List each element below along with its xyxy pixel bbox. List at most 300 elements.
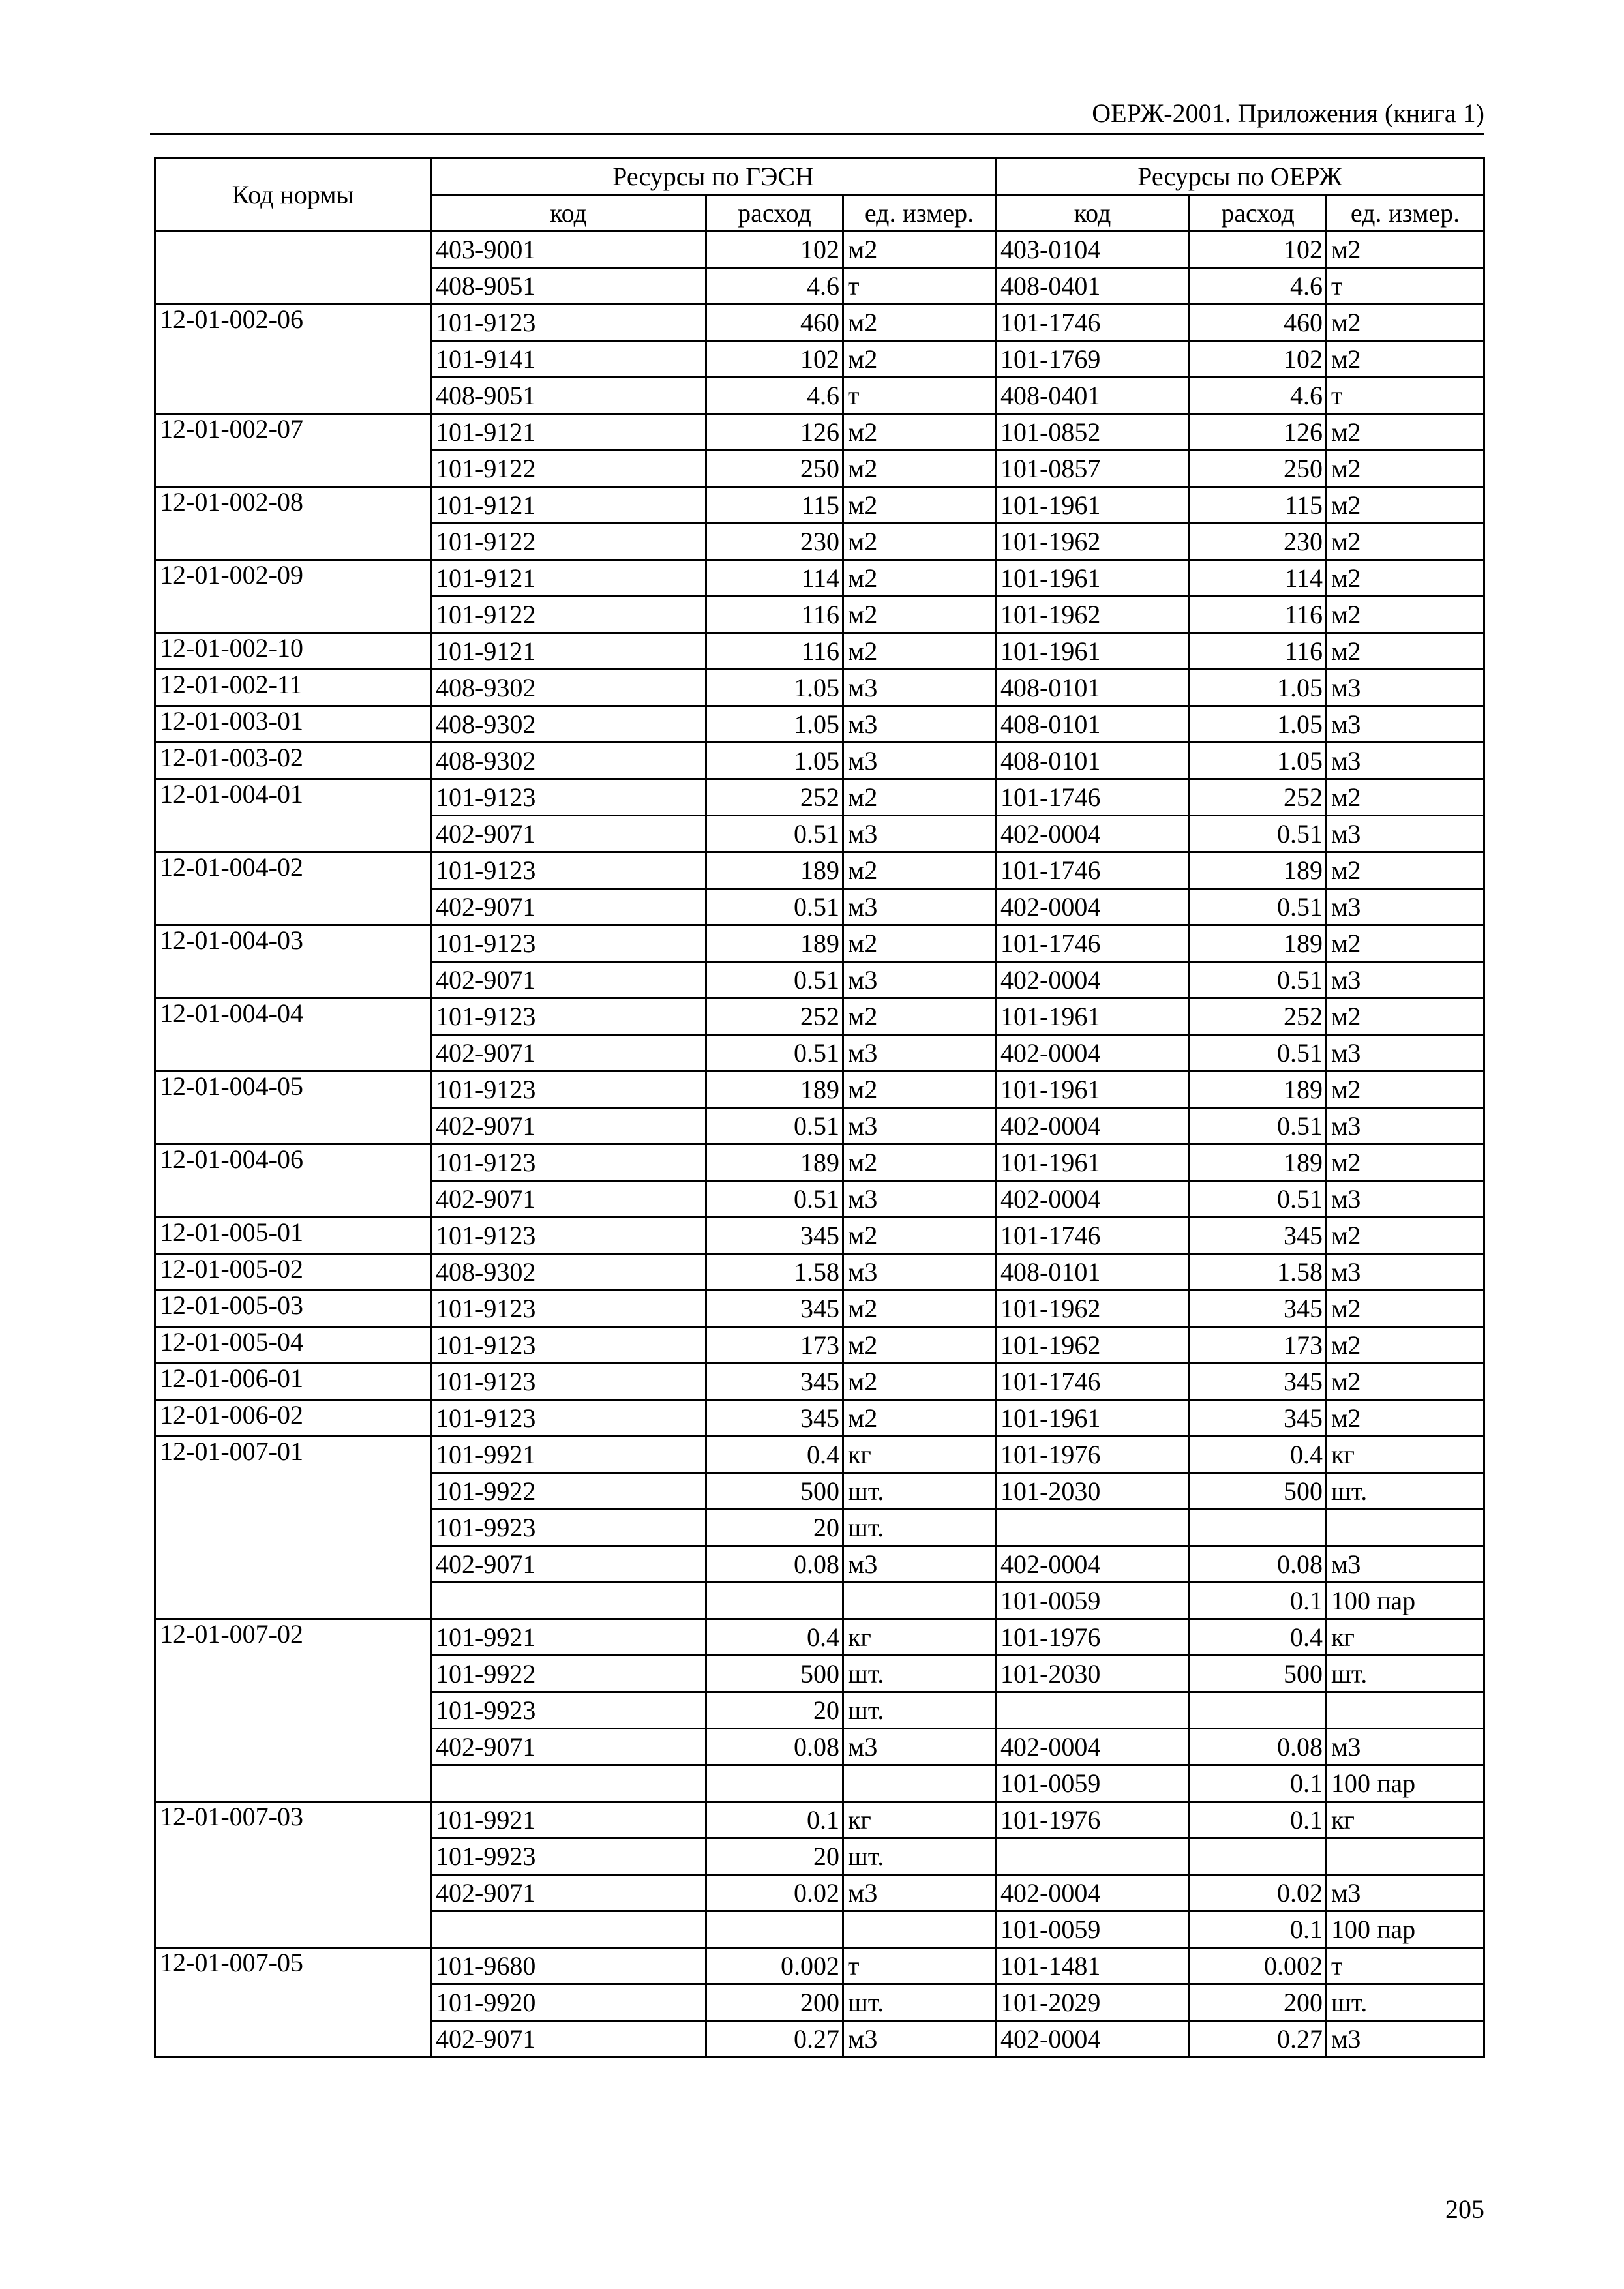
gesn-rate-cell: 0.02: [706, 1875, 843, 1911]
gesn-rate-cell: 345: [706, 1218, 843, 1254]
norm-code-cell: 12-01-002-09: [155, 560, 431, 633]
gesn-code-cell: 101-9920: [431, 1984, 706, 2021]
gesn-code-cell: [431, 1583, 706, 1619]
gesn-rate-cell: 460: [706, 305, 843, 341]
gesn-unit-cell: м2: [843, 1327, 996, 1364]
oerzh-rate-cell: 500: [1190, 1656, 1327, 1692]
oerzh-rate-cell: 102: [1190, 341, 1327, 378]
oerzh-code-cell: [996, 1838, 1190, 1875]
gesn-unit-cell: м2: [843, 560, 996, 597]
gesn-rate-cell: 0.1: [706, 1802, 843, 1838]
oerzh-rate-cell: 0.51: [1190, 816, 1327, 852]
oerzh-unit-cell: м2: [1327, 1071, 1484, 1108]
gesn-code-cell: 101-9921: [431, 1802, 706, 1838]
oerzh-rate-cell: 0.4: [1190, 1437, 1327, 1473]
gesn-code-cell: 101-9123: [431, 1364, 706, 1400]
gesn-unit-cell: м3: [843, 816, 996, 852]
oerzh-unit-cell: [1327, 1510, 1484, 1546]
oerzh-rate-cell: 0.27: [1190, 2021, 1327, 2057]
oerzh-rate-cell: 173: [1190, 1327, 1327, 1364]
gesn-code-cell: 101-9680: [431, 1948, 706, 1984]
oerzh-unit-cell: м2: [1327, 925, 1484, 962]
gesn-code-cell: 403-9001: [431, 232, 706, 268]
gesn-rate-cell: 230: [706, 524, 843, 560]
table-row: [155, 1400, 1484, 1437]
header-gesn-rate: расход: [706, 195, 843, 232]
gesn-unit-cell: м3: [843, 743, 996, 779]
gesn-code-cell: [431, 1765, 706, 1802]
gesn-code-cell: 402-9071: [431, 1181, 706, 1218]
oerzh-unit-cell: м2: [1327, 1144, 1484, 1181]
gesn-code-cell: 101-9122: [431, 597, 706, 633]
oerzh-unit-cell: м2: [1327, 305, 1484, 341]
gesn-rate-cell: [706, 1911, 843, 1948]
oerzh-unit-cell: м3: [1327, 889, 1484, 925]
gesn-rate-cell: 0.51: [706, 1181, 843, 1218]
oerzh-code-cell: 101-1746: [996, 1218, 1190, 1254]
oerzh-unit-cell: м2: [1327, 779, 1484, 816]
gesn-code-cell: 101-9123: [431, 925, 706, 962]
norm-code-cell: 12-01-002-07: [155, 414, 431, 487]
oerzh-unit-cell: т: [1327, 268, 1484, 305]
gesn-unit-cell: м2: [843, 925, 996, 962]
gesn-code-cell: 101-9123: [431, 998, 706, 1035]
norm-code-cell: 12-01-004-05: [155, 1071, 431, 1144]
gesn-code-cell: 101-9121: [431, 414, 706, 451]
oerzh-rate-cell: 189: [1190, 852, 1327, 889]
oerzh-rate-cell: 0.51: [1190, 962, 1327, 998]
table-row: [155, 1218, 1484, 1254]
gesn-code-cell: 101-9922: [431, 1473, 706, 1510]
gesn-unit-cell: м3: [843, 1181, 996, 1218]
gesn-unit-cell: м3: [843, 1875, 996, 1911]
gesn-code-cell: 101-9123: [431, 305, 706, 341]
gesn-unit-cell: м2: [843, 451, 996, 487]
oerzh-unit-cell: [1327, 1692, 1484, 1729]
oerzh-code-cell: 101-1976: [996, 1437, 1190, 1473]
oerzh-rate-cell: 189: [1190, 925, 1327, 962]
oerzh-unit-cell: шт.: [1327, 1473, 1484, 1510]
oerzh-unit-cell: кг: [1327, 1437, 1484, 1473]
oerzh-unit-cell: м2: [1327, 998, 1484, 1035]
oerzh-unit-cell: м3: [1327, 706, 1484, 743]
gesn-code-cell: 101-9121: [431, 560, 706, 597]
oerzh-code-cell: 101-2030: [996, 1656, 1190, 1692]
gesn-code-cell: 402-9071: [431, 1546, 706, 1583]
oerzh-code-cell: 101-1976: [996, 1619, 1190, 1656]
oerzh-code-cell: 402-0004: [996, 1108, 1190, 1144]
norm-code-cell: 12-01-002-10: [155, 633, 431, 670]
oerzh-rate-cell: 189: [1190, 1144, 1327, 1181]
oerzh-rate-cell: 114: [1190, 560, 1327, 597]
gesn-rate-cell: 252: [706, 998, 843, 1035]
gesn-rate-cell: 102: [706, 232, 843, 268]
oerzh-rate-cell: 1.05: [1190, 706, 1327, 743]
gesn-rate-cell: 500: [706, 1473, 843, 1510]
oerzh-unit-cell: м2: [1327, 487, 1484, 524]
oerzh-code-cell: 101-0857: [996, 451, 1190, 487]
norm-code-cell: 12-01-007-05: [155, 1948, 431, 2057]
gesn-code-cell: 402-9071: [431, 889, 706, 925]
oerzh-rate-cell: 0.1: [1190, 1911, 1327, 1948]
gesn-unit-cell: м2: [843, 305, 996, 341]
gesn-rate-cell: 4.6: [706, 268, 843, 305]
gesn-rate-cell: 189: [706, 1144, 843, 1181]
oerzh-code-cell: 101-1481: [996, 1948, 1190, 1984]
oerzh-code-cell: 402-0004: [996, 962, 1190, 998]
oerzh-rate-cell: [1190, 1510, 1327, 1546]
header-divider: [150, 133, 1484, 135]
gesn-unit-cell: м3: [843, 1546, 996, 1583]
gesn-rate-cell: 0.51: [706, 889, 843, 925]
gesn-rate-cell: 189: [706, 1071, 843, 1108]
gesn-unit-cell: м3: [843, 1108, 996, 1144]
norm-code-cell: 12-01-006-02: [155, 1400, 431, 1437]
gesn-rate-cell: [706, 1765, 843, 1802]
gesn-unit-cell: [843, 1911, 996, 1948]
norm-code-cell: 12-01-004-04: [155, 998, 431, 1071]
oerzh-unit-cell: м3: [1327, 2021, 1484, 2057]
table-body: [155, 232, 1484, 2057]
gesn-code-cell: 101-9122: [431, 524, 706, 560]
oerzh-rate-cell: 102: [1190, 232, 1327, 268]
gesn-unit-cell: шт.: [843, 1473, 996, 1510]
table-row: [155, 1948, 1484, 1984]
oerzh-rate-cell: 0.51: [1190, 1035, 1327, 1071]
gesn-unit-cell: м2: [843, 232, 996, 268]
oerzh-unit-cell: м2: [1327, 1400, 1484, 1437]
norm-code-cell: 12-01-007-01: [155, 1437, 431, 1619]
table-row: [155, 743, 1484, 779]
gesn-code-cell: 101-9921: [431, 1619, 706, 1656]
gesn-unit-cell: шт.: [843, 1984, 996, 2021]
norm-code-cell: 12-01-007-02: [155, 1619, 431, 1802]
gesn-unit-cell: м3: [843, 1729, 996, 1765]
oerzh-code-cell: 101-1962: [996, 597, 1190, 633]
oerzh-unit-cell: 100 пар: [1327, 1765, 1484, 1802]
gesn-rate-cell: 0.51: [706, 1108, 843, 1144]
table-row: [155, 232, 1484, 268]
gesn-rate-cell: 173: [706, 1327, 843, 1364]
gesn-unit-cell: м2: [843, 524, 996, 560]
table-row: [155, 1364, 1484, 1400]
gesn-code-cell: 101-9123: [431, 1218, 706, 1254]
oerzh-code-cell: 101-1976: [996, 1802, 1190, 1838]
gesn-unit-cell: м2: [843, 487, 996, 524]
oerzh-rate-cell: [1190, 1838, 1327, 1875]
oerzh-rate-cell: 4.6: [1190, 378, 1327, 414]
oerzh-rate-cell: 250: [1190, 451, 1327, 487]
gesn-rate-cell: 102: [706, 341, 843, 378]
oerzh-unit-cell: м2: [1327, 414, 1484, 451]
gesn-unit-cell: т: [843, 1948, 996, 1984]
oerzh-code-cell: 101-1769: [996, 341, 1190, 378]
gesn-code-cell: 101-9123: [431, 779, 706, 816]
gesn-unit-cell: м2: [843, 633, 996, 670]
gesn-code-cell: 402-9071: [431, 1035, 706, 1071]
gesn-rate-cell: 189: [706, 925, 843, 962]
table-row: [155, 1437, 1484, 1473]
oerzh-unit-cell: м3: [1327, 1875, 1484, 1911]
oerzh-rate-cell: 0.51: [1190, 889, 1327, 925]
table-row: [155, 487, 1484, 524]
oerzh-rate-cell: 0.02: [1190, 1875, 1327, 1911]
table-row: [155, 852, 1484, 889]
gesn-code-cell: 101-9123: [431, 1291, 706, 1327]
oerzh-rate-cell: 345: [1190, 1218, 1327, 1254]
gesn-rate-cell: 0.4: [706, 1619, 843, 1656]
norm-code-cell: 12-01-004-03: [155, 925, 431, 998]
oerzh-code-cell: 101-1961: [996, 1400, 1190, 1437]
table-row: [155, 1291, 1484, 1327]
oerzh-unit-cell: м2: [1327, 560, 1484, 597]
gesn-code-cell: 408-9302: [431, 670, 706, 706]
oerzh-rate-cell: 460: [1190, 305, 1327, 341]
gesn-unit-cell: м2: [843, 414, 996, 451]
oerzh-rate-cell: 0.1: [1190, 1583, 1327, 1619]
page-number: 205: [1445, 2194, 1484, 2224]
header-gesn-unit: ед. измер.: [843, 195, 996, 232]
gesn-code-cell: 101-9123: [431, 1144, 706, 1181]
gesn-rate-cell: 20: [706, 1838, 843, 1875]
header-gesn-code: код: [431, 195, 706, 232]
oerzh-code-cell: 101-1961: [996, 1144, 1190, 1181]
oerzh-code-cell: 101-1961: [996, 560, 1190, 597]
gesn-unit-cell: м2: [843, 597, 996, 633]
header-oerzh-code: код: [996, 195, 1190, 232]
oerzh-unit-cell: м2: [1327, 633, 1484, 670]
table-row: [155, 998, 1484, 1035]
oerzh-code-cell: 101-2029: [996, 1984, 1190, 2021]
gesn-code-cell: 101-9923: [431, 1692, 706, 1729]
table-row: [155, 1254, 1484, 1291]
oerzh-code-cell: 101-1746: [996, 1364, 1190, 1400]
header-norm-code: Код нормы: [155, 158, 431, 232]
oerzh-unit-cell: м3: [1327, 1108, 1484, 1144]
gesn-rate-cell: 0.27: [706, 2021, 843, 2057]
gesn-code-cell: 101-9123: [431, 852, 706, 889]
gesn-unit-cell: м2: [843, 1071, 996, 1108]
gesn-rate-cell: 0.002: [706, 1948, 843, 1984]
oerzh-code-cell: 101-1961: [996, 487, 1190, 524]
gesn-rate-cell: 200: [706, 1984, 843, 2021]
oerzh-rate-cell: 230: [1190, 524, 1327, 560]
norm-code-cell: 12-01-005-01: [155, 1218, 431, 1254]
gesn-rate-cell: 115: [706, 487, 843, 524]
oerzh-unit-cell: м3: [1327, 743, 1484, 779]
gesn-code-cell: 402-9071: [431, 1729, 706, 1765]
gesn-unit-cell: м2: [843, 1218, 996, 1254]
oerzh-unit-cell: м3: [1327, 1546, 1484, 1583]
gesn-rate-cell: 0.51: [706, 1035, 843, 1071]
gesn-code-cell: 101-9122: [431, 451, 706, 487]
oerzh-rate-cell: 1.05: [1190, 670, 1327, 706]
resources-table: [154, 157, 1485, 2058]
gesn-unit-cell: м2: [843, 998, 996, 1035]
norm-code-cell: 12-01-004-06: [155, 1144, 431, 1218]
gesn-code-cell: 101-9922: [431, 1656, 706, 1692]
oerzh-unit-cell: м3: [1327, 670, 1484, 706]
table-row: [155, 1619, 1484, 1656]
oerzh-unit-cell: м2: [1327, 1364, 1484, 1400]
gesn-code-cell: 402-9071: [431, 1875, 706, 1911]
oerzh-unit-cell: кг: [1327, 1619, 1484, 1656]
gesn-rate-cell: 345: [706, 1400, 843, 1437]
oerzh-code-cell: 101-1961: [996, 1071, 1190, 1108]
gesn-rate-cell: 345: [706, 1291, 843, 1327]
oerzh-code-cell: 402-0004: [996, 1035, 1190, 1071]
oerzh-unit-cell: м3: [1327, 1254, 1484, 1291]
gesn-code-cell: 402-9071: [431, 816, 706, 852]
oerzh-rate-cell: 0.002: [1190, 1948, 1327, 1984]
oerzh-rate-cell: 0.51: [1190, 1181, 1327, 1218]
oerzh-unit-cell: м3: [1327, 1729, 1484, 1765]
gesn-unit-cell: шт.: [843, 1510, 996, 1546]
norm-code-cell: 12-01-004-02: [155, 852, 431, 925]
gesn-unit-cell: шт.: [843, 1692, 996, 1729]
oerzh-unit-cell: м2: [1327, 524, 1484, 560]
oerzh-code-cell: 101-0059: [996, 1911, 1190, 1948]
oerzh-unit-cell: м3: [1327, 1181, 1484, 1218]
norm-code-cell: [155, 232, 431, 305]
gesn-unit-cell: м3: [843, 706, 996, 743]
gesn-unit-cell: м3: [843, 2021, 996, 2057]
oerzh-rate-cell: 0.4: [1190, 1619, 1327, 1656]
oerzh-code-cell: 101-1746: [996, 925, 1190, 962]
gesn-unit-cell: м2: [843, 779, 996, 816]
gesn-rate-cell: 20: [706, 1692, 843, 1729]
oerzh-code-cell: 408-0101: [996, 706, 1190, 743]
table-row: [155, 706, 1484, 743]
gesn-rate-cell: 189: [706, 852, 843, 889]
oerzh-unit-cell: м2: [1327, 597, 1484, 633]
gesn-unit-cell: кг: [843, 1619, 996, 1656]
oerzh-rate-cell: 126: [1190, 414, 1327, 451]
gesn-unit-cell: м2: [843, 1144, 996, 1181]
oerzh-unit-cell: кг: [1327, 1802, 1484, 1838]
gesn-rate-cell: 20: [706, 1510, 843, 1546]
gesn-rate-cell: 4.6: [706, 378, 843, 414]
oerzh-unit-cell: м2: [1327, 1291, 1484, 1327]
gesn-code-cell: 101-9123: [431, 1400, 706, 1437]
oerzh-unit-cell: м3: [1327, 1035, 1484, 1071]
oerzh-unit-cell: м2: [1327, 1218, 1484, 1254]
oerzh-unit-cell: т: [1327, 1948, 1484, 1984]
table-row: [155, 305, 1484, 341]
gesn-code-cell: 408-9302: [431, 1254, 706, 1291]
oerzh-code-cell: 101-1962: [996, 1291, 1190, 1327]
norm-code-cell: 12-01-005-04: [155, 1327, 431, 1364]
oerzh-code-cell: 402-0004: [996, 1729, 1190, 1765]
gesn-unit-cell: кг: [843, 1437, 996, 1473]
gesn-unit-cell: [843, 1765, 996, 1802]
gesn-code-cell: 402-9071: [431, 2021, 706, 2057]
oerzh-unit-cell: м2: [1327, 1327, 1484, 1364]
oerzh-rate-cell: 252: [1190, 779, 1327, 816]
gesn-unit-cell: м3: [843, 1254, 996, 1291]
oerzh-unit-cell: шт.: [1327, 1656, 1484, 1692]
oerzh-code-cell: 408-0401: [996, 268, 1190, 305]
table-row: [155, 414, 1484, 451]
gesn-unit-cell: м3: [843, 962, 996, 998]
gesn-rate-cell: 0.51: [706, 816, 843, 852]
oerzh-unit-cell: м2: [1327, 451, 1484, 487]
gesn-code-cell: 402-9071: [431, 962, 706, 998]
table-row: [155, 779, 1484, 816]
oerzh-code-cell: 408-0101: [996, 743, 1190, 779]
gesn-rate-cell: [706, 1583, 843, 1619]
gesn-code-cell: 101-9121: [431, 633, 706, 670]
gesn-code-cell: 408-9302: [431, 743, 706, 779]
oerzh-rate-cell: 116: [1190, 597, 1327, 633]
oerzh-unit-cell: м2: [1327, 852, 1484, 889]
gesn-code-cell: 101-9923: [431, 1510, 706, 1546]
oerzh-rate-cell: 189: [1190, 1071, 1327, 1108]
header-oerzh-unit: ед. измер.: [1327, 195, 1484, 232]
oerzh-rate-cell: 252: [1190, 998, 1327, 1035]
oerzh-code-cell: 402-0004: [996, 1546, 1190, 1583]
norm-code-cell: 12-01-005-02: [155, 1254, 431, 1291]
gesn-unit-cell: м3: [843, 670, 996, 706]
oerzh-code-cell: 402-0004: [996, 1181, 1190, 1218]
norm-code-cell: 12-01-003-02: [155, 743, 431, 779]
oerzh-rate-cell: 345: [1190, 1364, 1327, 1400]
table-row: [155, 1144, 1484, 1181]
oerzh-code-cell: 101-0059: [996, 1765, 1190, 1802]
oerzh-code-cell: 403-0104: [996, 232, 1190, 268]
header-oerzh-rate: расход: [1190, 195, 1327, 232]
table-row: [155, 1802, 1484, 1838]
gesn-rate-cell: 0.51: [706, 962, 843, 998]
oerzh-rate-cell: 345: [1190, 1400, 1327, 1437]
gesn-code-cell: 101-9921: [431, 1437, 706, 1473]
norm-code-cell: 12-01-007-03: [155, 1802, 431, 1948]
oerzh-code-cell: 402-0004: [996, 816, 1190, 852]
gesn-unit-cell: м2: [843, 852, 996, 889]
norm-code-cell: 12-01-005-03: [155, 1291, 431, 1327]
oerzh-code-cell: 408-0101: [996, 1254, 1190, 1291]
oerzh-unit-cell: м2: [1327, 341, 1484, 378]
table-row: [155, 670, 1484, 706]
oerzh-code-cell: 402-0004: [996, 1875, 1190, 1911]
oerzh-rate-cell: 345: [1190, 1291, 1327, 1327]
header-group-gesn: Ресурсы по ГЭСН: [431, 158, 996, 195]
gesn-rate-cell: 126: [706, 414, 843, 451]
oerzh-rate-cell: 200: [1190, 1984, 1327, 2021]
oerzh-rate-cell: 0.51: [1190, 1108, 1327, 1144]
gesn-unit-cell: м2: [843, 1364, 996, 1400]
gesn-code-cell: 101-9123: [431, 1071, 706, 1108]
gesn-unit-cell: т: [843, 378, 996, 414]
oerzh-unit-cell: м2: [1327, 232, 1484, 268]
gesn-unit-cell: м2: [843, 1291, 996, 1327]
page-header-title: ОЕРЖ-2001. Приложения (книга 1): [1092, 98, 1484, 128]
oerzh-code-cell: 101-2030: [996, 1473, 1190, 1510]
gesn-rate-cell: 1.05: [706, 670, 843, 706]
gesn-unit-cell: [843, 1583, 996, 1619]
oerzh-rate-cell: 4.6: [1190, 268, 1327, 305]
oerzh-code-cell: 408-0401: [996, 378, 1190, 414]
gesn-code-cell: 408-9302: [431, 706, 706, 743]
oerzh-code-cell: 402-0004: [996, 2021, 1190, 2057]
gesn-unit-cell: м2: [843, 1400, 996, 1437]
oerzh-unit-cell: т: [1327, 378, 1484, 414]
norm-code-cell: 12-01-002-08: [155, 487, 431, 560]
gesn-unit-cell: кг: [843, 1802, 996, 1838]
gesn-code-cell: [431, 1911, 706, 1948]
oerzh-code-cell: 402-0004: [996, 889, 1190, 925]
gesn-rate-cell: 252: [706, 779, 843, 816]
